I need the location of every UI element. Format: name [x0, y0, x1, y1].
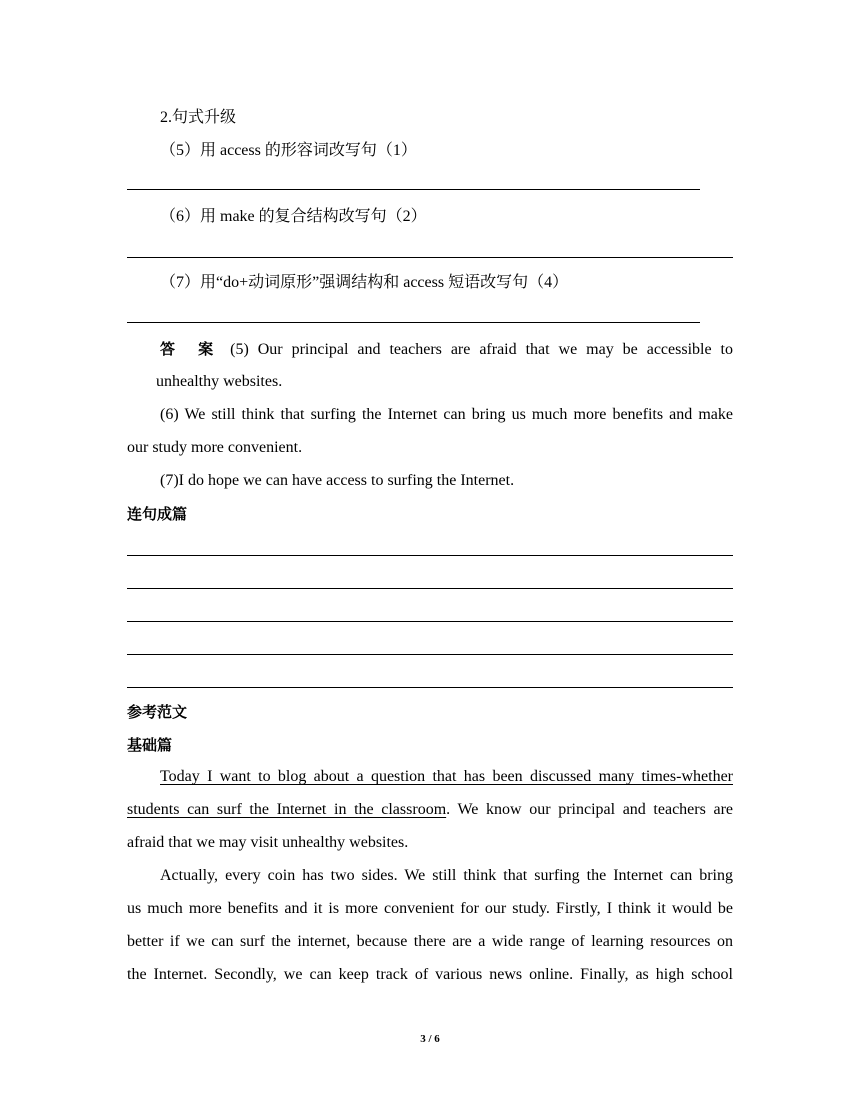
essay-p2-line-4: the Internet. Secondly, we can keep track of various news online. Finally, as high school [127, 966, 733, 983]
page-number: 3 / 6 [420, 1033, 440, 1045]
reference-heading: 参考范文 [127, 703, 188, 721]
answer-label: 答 案 [160, 340, 223, 358]
essay-p1-line-3: afraid that we may visit unhealthy websites. [127, 834, 409, 851]
answer-5-line-1 [160, 339, 733, 360]
answer-5-text: (5) Our principal and teachers are afraid that we may be accessible to [230, 341, 733, 358]
writing-line [127, 687, 733, 688]
answer-blank-line [127, 189, 700, 190]
writing-line [127, 555, 733, 556]
linking-heading: 连句成篇 [127, 505, 188, 523]
answer-6-line-2: our study more convenient. [127, 439, 303, 456]
section-heading: 2.句式升级 [160, 109, 237, 126]
essay-p2-line-1: Actually, every coin has two sides. We still think that surfing the Internet can bring [160, 867, 733, 884]
essay-p2-line-3: better if we can surf the internet, because there are a wide range of learning resources on [127, 933, 733, 950]
essay-underlined-phrase: students can surf the Internet in the classroom [127, 801, 447, 818]
question-5: （5）用 access 的形容词改写句（1） [160, 142, 417, 159]
writing-line [127, 588, 733, 589]
essay-p1-line-1: Today I want to blog about a question that has been discussed many times-whether [160, 768, 733, 785]
answer-6-line-1: (6) We still think that surfing the Internet can bring us much more benefits and make [160, 406, 733, 423]
answer-7: (7)I do hope we can have access to surfing the Internet. [160, 472, 515, 489]
writing-line [127, 621, 733, 622]
question-7: （7）用“do+动词原形”强调结构和 access 短语改写句（4） [160, 274, 569, 291]
answer-5-line-2: unhealthy websites. [156, 373, 283, 390]
answer-blank-line [127, 257, 733, 258]
reference-subheading: 基础篇 [127, 736, 173, 754]
essay-p1-line-2-rest: . We know our principal and teachers are [446, 801, 733, 818]
question-6: （6）用 make 的复合结构改写句（2） [160, 208, 427, 225]
answer-blank-line [127, 322, 700, 323]
essay-p2-line-2: us much more benefits and it is more convenient for our study. Firstly, I think it would be [127, 900, 733, 917]
writing-line [127, 654, 733, 655]
essay-p1-line-2 [127, 800, 733, 820]
